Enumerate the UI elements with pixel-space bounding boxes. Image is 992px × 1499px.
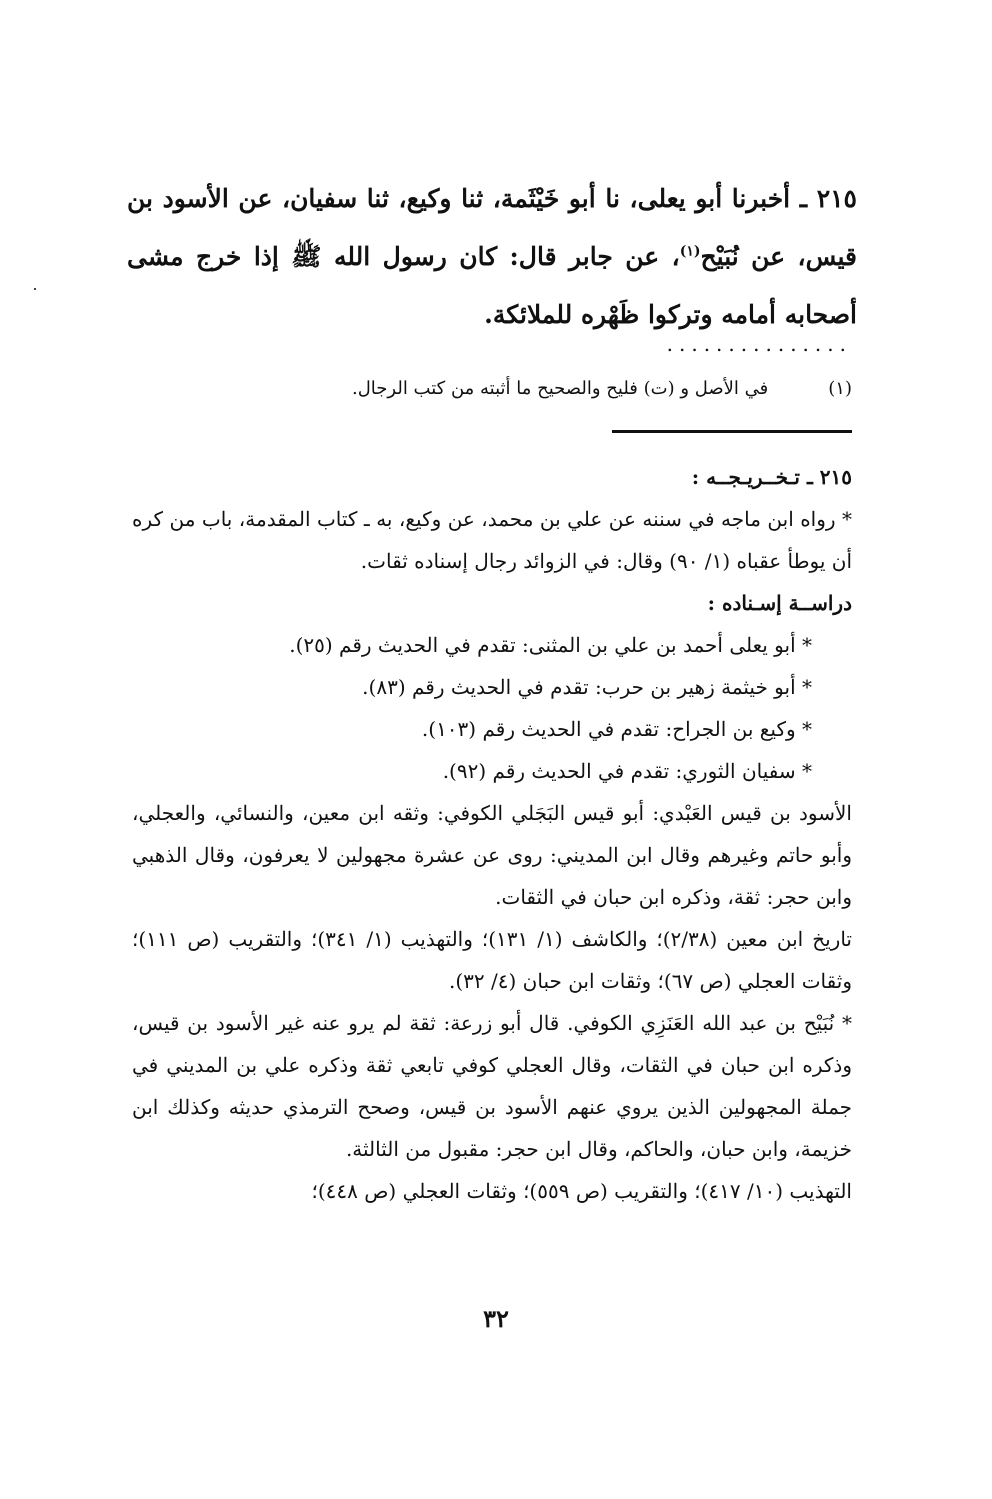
footnote-text: في الأصل و (ت) فليح والصحيح ما أثبته من كتب الرجال. [352,378,769,399]
aswad-references: تاريخ ابن معين (٢/٣٨)؛ والكاشف (١/ ١٣١)؛ والتهذيب (١/ ٣٤١)؛ والتقريب (ص ١١١)؛ وثقات العجلي (ص ٦٧)؛ وثقات ابن حبان (٤/ ٣٢). [132,927,852,993]
aswad-bio: الأسود بن قيس العَبْدي: أبو قيس البَجَلي الكوفي: وثقه ابن معين، والنسائي، والعجلي، وأبو حاتم وغيرهم وقال ابن المديني: روى عن عشرة مجهولين لا يعرفون، وقال الذهبي وابن حجر: ثقة، وذكره ابن حبان في الثقات. [132,801,852,909]
margin-speck [34,288,36,290]
footnote-number: (١) [828,378,852,399]
footnote-reference-mark[interactable]: (١) [679,243,701,260]
nubayh-references: التهذيب (١٠/ ٤١٧)؛ والتقريب (ص ٥٥٩)؛ وثقات العجلي (ص ٤٤٨)؛ [311,1179,852,1203]
takhrij-heading: ٢١٥ ـ تـخــريـجــه : [691,465,852,489]
narrator-item: * أبو خيثمة زهير بن حرب: تقدم في الحديث رقم (٨٣). [362,675,812,699]
nubayh-bio: * نُبَيْح بن عبد الله العَنَزِي الكوفي. قال أبو زرعة: ثقة لم يرو عنه غير الأسود بن قيس، وذكره ابن حبان في الثقات، وقال العجلي كوفي تابعي ثقة وذكره علي بن المديني في جملة المجهولين الذين يروي عنهم الأسود بن قيس، وصحح الترمذي حديثه وكذلك ابن خزيمة، وابن حبان، والحاكم، وقال ابن حجر: مقبول من الثالثة. [132,1011,852,1161]
hadith-text [127,170,857,344]
page-number: ٣٢ [483,1304,509,1333]
takhrij-section [132,456,852,1212]
narrator-item: * وكيع بن الجراح: تقدم في الحديث رقم (١٠٣). [421,717,812,741]
footnote-separator-dots: ............... [666,332,852,356]
hadith-text-part-1: أخبرنا أبو يعلى، نا أبو خَيْثَمة، ثنا وكيع، ثنا سفيان، عن الأسود بن قيس، عن نُبَيْح [127,184,857,271]
narrator-item: * أبو يعلى أحمد بن علي بن المثنى: تقدم في الحديث رقم (٢٥). [289,633,812,657]
hadith-text-part-2: ، عن جابر قال: كان رسول الله ﷺ إذا خرج مشى أصحابه أمامه وتركوا ظَهْره للملائكة. [127,242,857,329]
hadith-number: ٢١٥ ـ [799,184,857,213]
footnote [132,372,852,406]
section-divider-rule [612,430,852,433]
narrator-item: * سفيان الثوري: تقدم في الحديث رقم (٩٢). [442,759,812,783]
takhrij-paragraph: * رواه ابن ماجه في سننه عن علي بن محمد، عن وكيع، به ـ كتاب المقدمة، باب من كره أن يوطأ عقباه (١/ ٩٠) وقال: في الزوائد رجال إسناده ثقات. [132,507,852,573]
dirasa-heading: دراســة إسـناده : [707,591,852,615]
